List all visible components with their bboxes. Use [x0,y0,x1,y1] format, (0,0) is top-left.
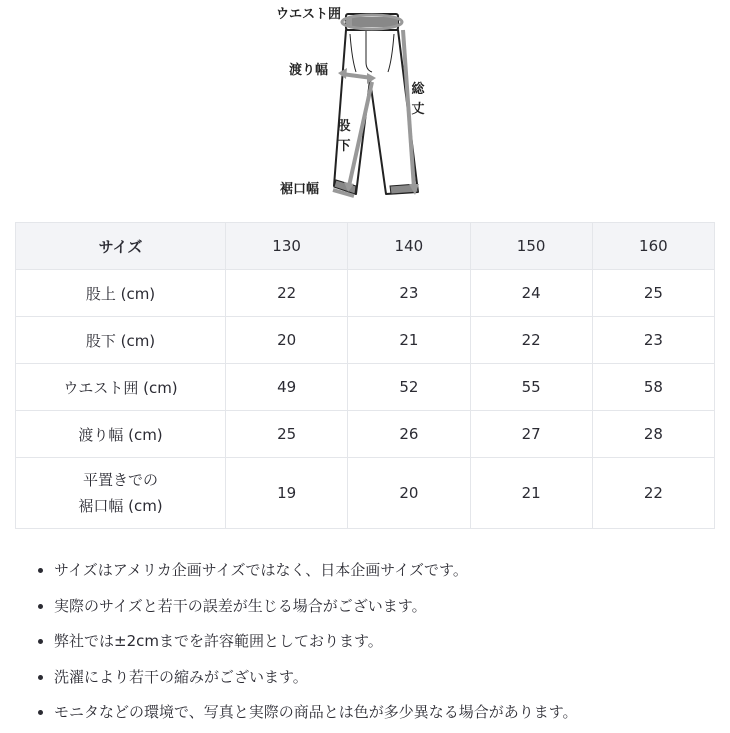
list-item: 洗濯により若干の縮みがございます。 [18,662,718,698]
table-cell: 25 [592,270,714,317]
list-item: 弊社では±2cmまでを許容範囲としております。 [18,626,718,662]
header-130: 130 [226,223,348,270]
table-cell: 20 [226,317,348,364]
label-inseam: 股下 [337,119,351,154]
table-row [16,317,715,364]
table-cell: 25 [226,411,348,458]
table-cell: 58 [592,364,714,411]
table-cell: 24 [470,270,592,317]
table-cell: 23 [592,317,714,364]
row-label-line1: 平置きでの [82,471,158,489]
header-150: 150 [470,223,592,270]
header-size: サイズ [16,223,226,270]
size-table [15,222,715,529]
list-item: 実際のサイズと若干の誤差が生じる場合がございます。 [18,591,718,627]
table-cell: 28 [592,411,714,458]
label-hem: 裾口幅 [280,182,320,197]
table-cell: 21 [470,458,592,529]
table-cell: 23 [348,270,470,317]
table-header-row [16,223,715,270]
row-label: 股下 (cm) [16,317,226,364]
table-cell: 19 [226,458,348,529]
pants-size-diagram [0,0,730,210]
table-row [16,458,715,529]
row-label: ウエスト囲 (cm) [16,364,226,411]
table-cell: 22 [592,458,714,529]
label-total-length: 総丈 [411,82,425,117]
row-label: 渡り幅 (cm) [16,411,226,458]
table-row [16,364,715,411]
label-thigh: 渡り幅 [289,63,329,78]
table-cell: 22 [226,270,348,317]
table-cell: 52 [348,364,470,411]
row-label: 股上 (cm) [16,270,226,317]
label-waist: ウエスト囲 [276,7,342,22]
table-cell: 55 [470,364,592,411]
pants-illustration [0,0,730,210]
list-item: モニタなどの環境で、写真と実際の商品とは色が多少異なる場合があります。 [18,697,718,733]
header-160: 160 [592,223,714,270]
table-cell: 20 [348,458,470,529]
table-cell: 21 [348,317,470,364]
table-cell: 26 [348,411,470,458]
table-row [16,411,715,458]
header-140: 140 [348,223,470,270]
row-label [16,458,226,529]
row-label-line2: 裾口幅 (cm) [78,497,163,515]
table-row [16,270,715,317]
notes-list [18,555,718,733]
table-cell: 22 [470,317,592,364]
table-cell: 49 [226,364,348,411]
list-item: サイズはアメリカ企画サイズではなく、日本企画サイズです。 [18,555,718,591]
table-cell: 27 [470,411,592,458]
